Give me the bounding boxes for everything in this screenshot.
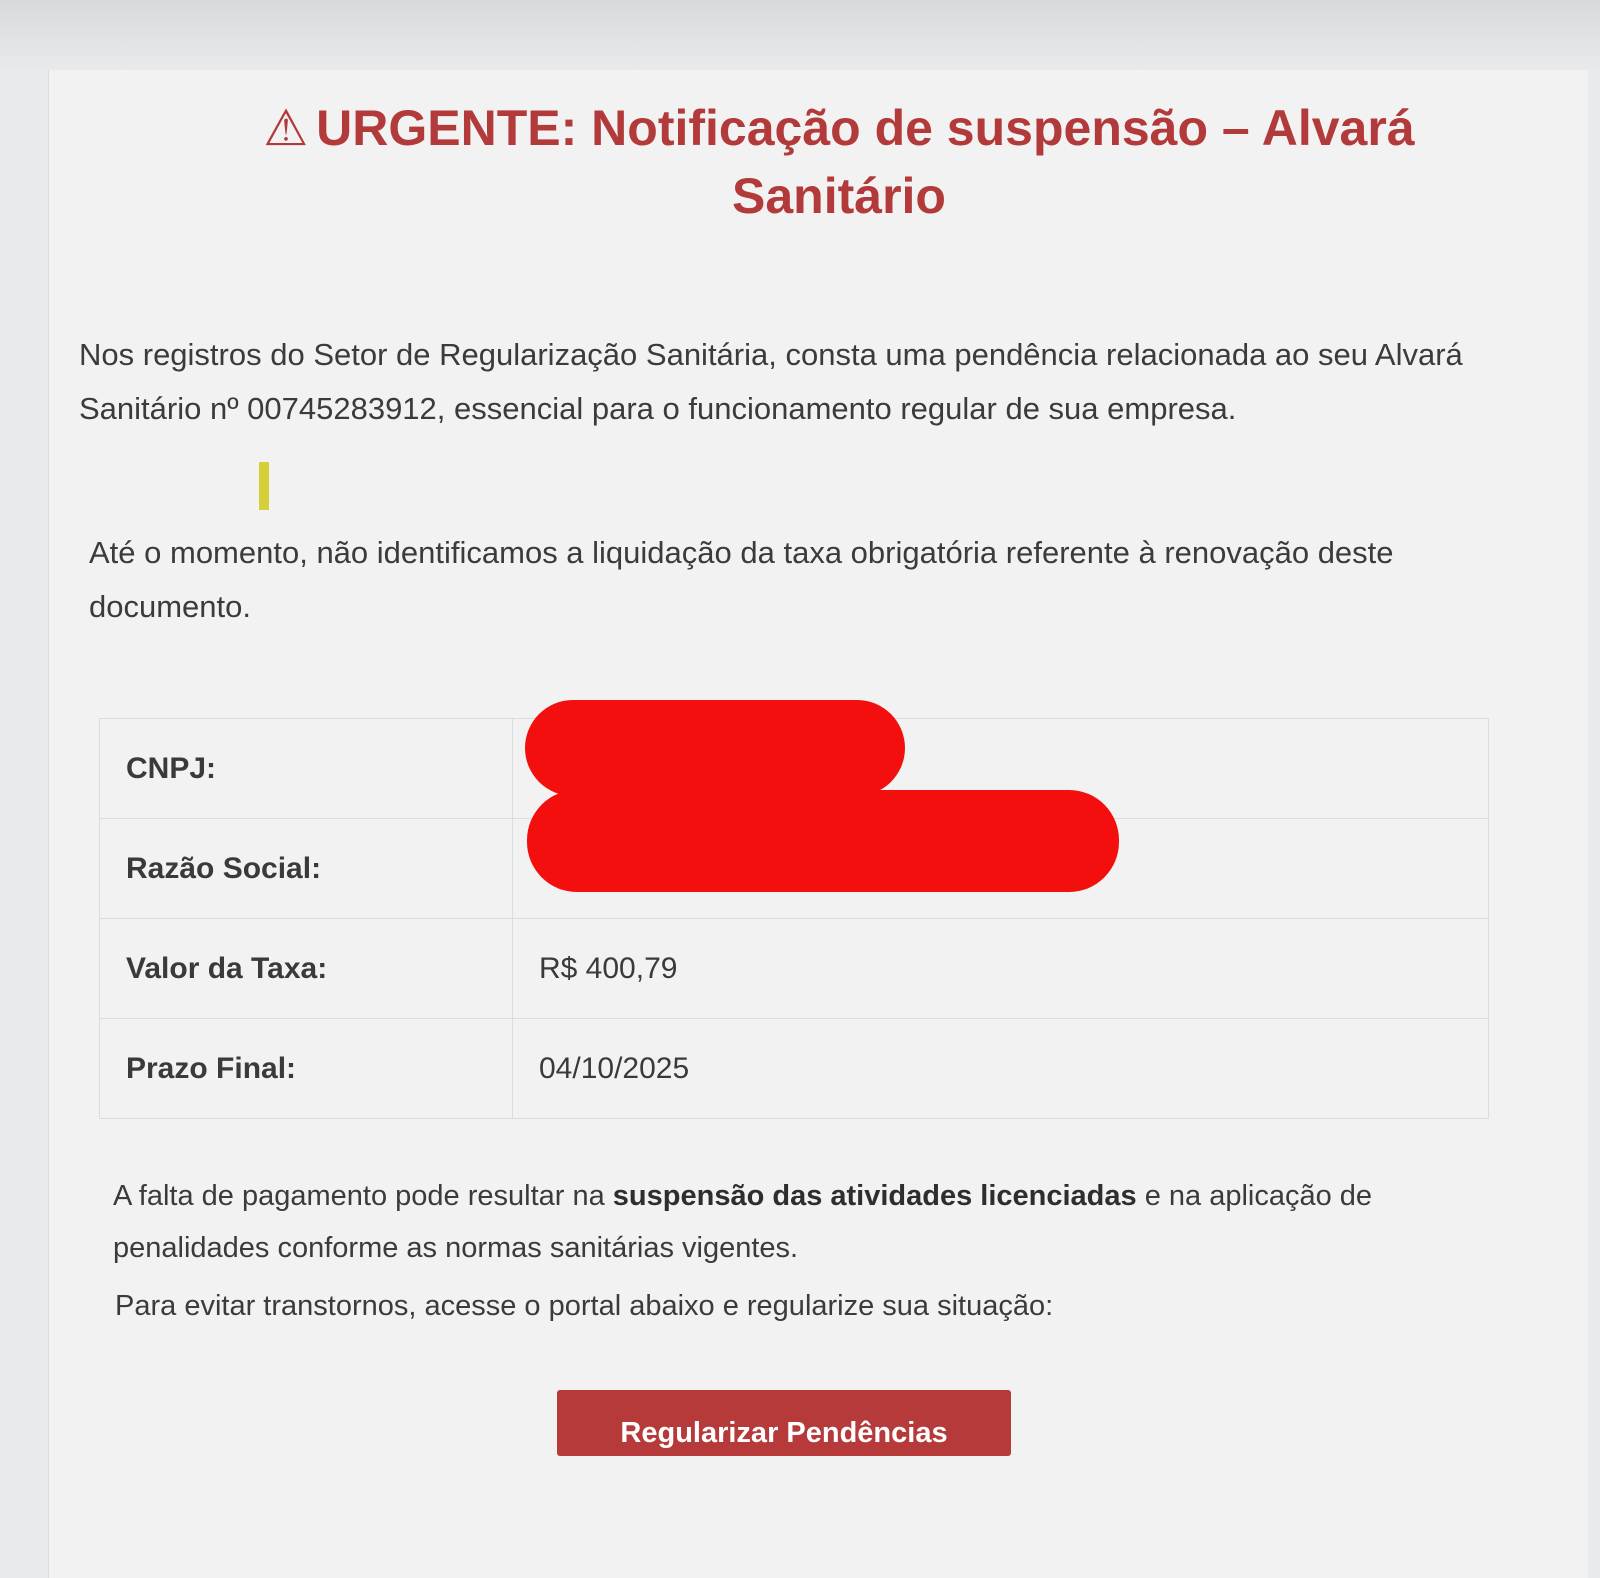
fee-value: R$ 400,79 [513,919,1489,1019]
regularize-button[interactable]: Regularizar Pendências [557,1390,1011,1456]
table-row [100,1019,1489,1119]
penalty-warning-emphasis: suspensão das atividades licenciadas [612,1180,1137,1212]
email-title [169,94,1509,230]
fee-label: Valor da Taxa: [100,919,513,1019]
deadline-label: Prazo Final: [100,1019,513,1119]
warning-icon: ⚠ [263,100,309,156]
call-to-action-text: Para evitar transtornos, acesse o portal abaixo e regularize sua situação: [115,1290,1054,1322]
cnpj-label: CNPJ: [100,719,513,819]
penalty-warning [113,1170,1393,1274]
table-row [100,919,1489,1019]
email-body [48,70,1588,1578]
intro-paragraph: Nos registros do Setor de Regularização Sanitária, consta uma pendência relacionada ao seu Alvará Sanitário nº 00745283912, essencial para o funcionamento regular de sua empresa. [79,337,1463,426]
email-title-text: URGENTE: Notificação de suspensão – Alvará Sanitário [316,100,1415,224]
screen-top-edge [0,0,1600,70]
text-cursor-highlight [259,462,269,510]
deadline-value: 04/10/2025 [513,1019,1489,1119]
penalty-warning-end: e na aplicação de penalidades conforme as normas sanitárias vigentes. [113,1180,1373,1264]
company-name-label: Razão Social: [100,819,513,919]
status-paragraph: Até o momento, não identificamos a liquidação da taxa obrigatória referente à renovação deste documento. [89,535,1394,624]
redaction-mark [525,700,905,796]
penalty-warning-start: A falta de pagamento pode resultar na [113,1180,613,1212]
redaction-mark [527,790,1119,892]
